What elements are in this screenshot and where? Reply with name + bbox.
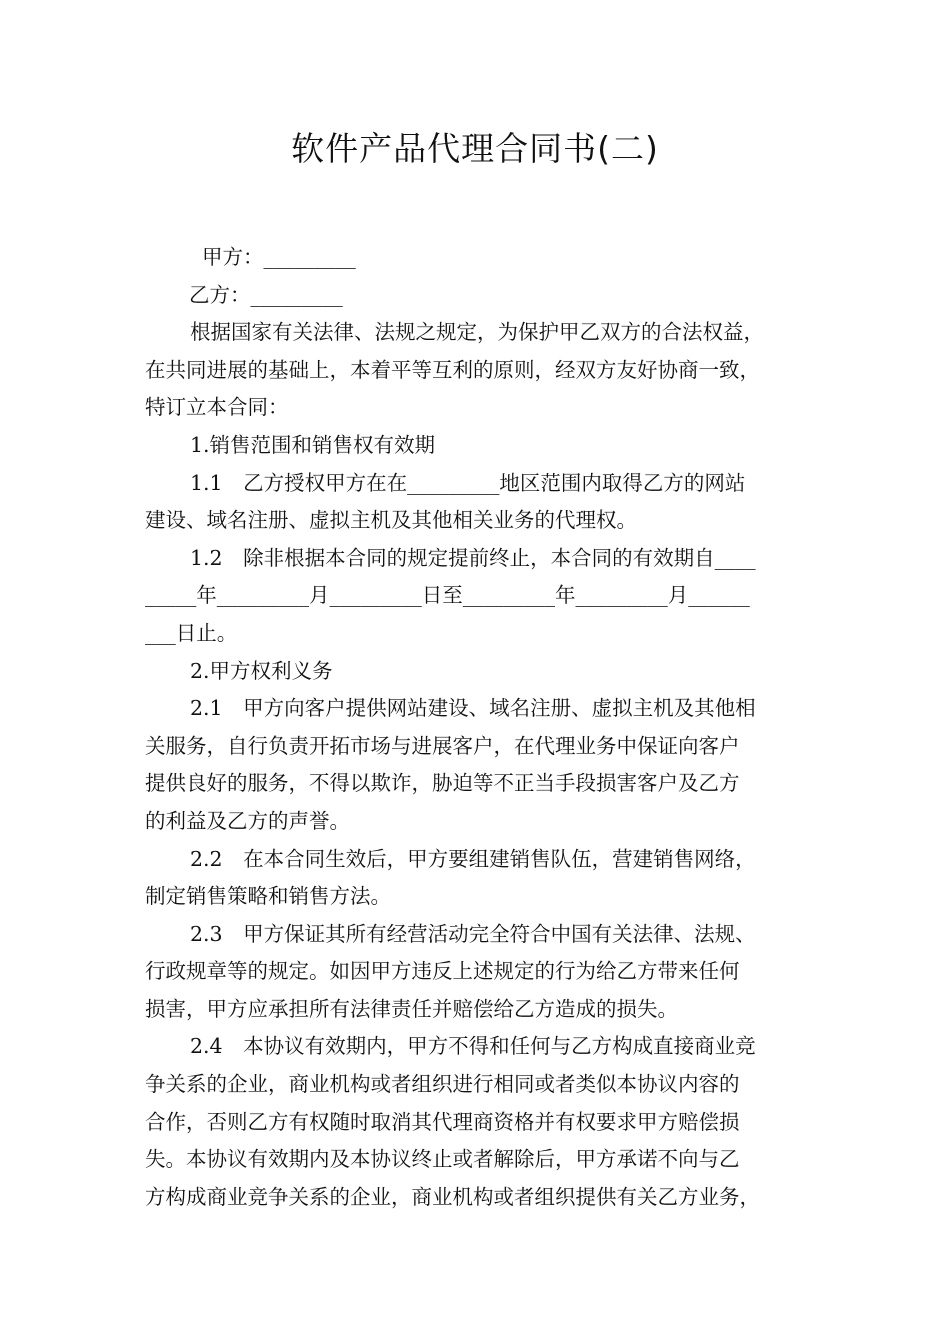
body-line: 建设、域名注册、虚拟主机及其他相关业务的代理权。	[145, 508, 637, 533]
body-line: 行政规章等的规定。如因甲方违反上述规定的行为给乙方带来任何	[145, 959, 740, 984]
body-line: 2.2 在本合同生效后，甲方要组建销售队伍，营建销售网络，	[190, 846, 756, 871]
document-title: 软件产品代理合同书(二)	[291, 129, 659, 168]
body-line: 损害，甲方应承担所有法律责任并赔偿给乙方造成的损失。	[145, 996, 678, 1021]
body-line: 2.3 甲方保证其所有经营活动完全符合中国有关法律、法规、	[190, 921, 756, 946]
body-line: 失。本协议有效期内及本协议终止或者解除后，甲方承诺不向与乙	[145, 1147, 740, 1172]
body-line: 2.4 本协议有效期内，甲方不得和任何与乙方构成直接商业竞	[190, 1034, 756, 1059]
body-line: 争关系的企业，商业机构或者组织进行相同或者类似本协议内容的	[145, 1072, 740, 1097]
body-line: 1.2 除非根据本合同的规定提前终止，本合同的有效期自____	[190, 545, 756, 570]
body-line: 制定销售策略和销售方法。	[145, 884, 391, 909]
body-line: 提供良好的服务，不得以欺诈，胁迫等不正当手段损害客户及乙方	[145, 771, 740, 796]
body-line: 2.甲方权利义务	[190, 658, 333, 683]
body-line: _____年_________月_________日至_________年_________月______	[145, 583, 750, 608]
body-line: 2.1 甲方向客户提供网站建设、域名注册、虚拟主机及其他相	[190, 696, 756, 721]
body-line: 方构成商业竞争关系的企业，商业机构或者组织提供有关乙方业务，	[145, 1184, 760, 1209]
body-line: 的利益及乙方的声誉。	[145, 808, 350, 833]
body-line: 甲方：_________	[202, 245, 356, 269]
body-line: 1.销售范围和销售权有效期	[190, 432, 436, 457]
body-line: 合作，否则乙方有权随时取消其代理商资格并有权要求甲方赔偿损	[145, 1109, 740, 1134]
body-line: 特订立本合同：	[145, 395, 289, 420]
body-line: 根据国家有关法律、法规之规定，为保护甲乙双方的合法权益，	[190, 320, 764, 345]
body-line: ___日止。	[145, 620, 238, 645]
body-line: 关服务，自行负责开拓市场与进展客户，在代理业务中保证向客户	[145, 733, 740, 758]
body-line: 在共同进展的基础上，本着平等互利的原则，经双方友好协商一致，	[145, 357, 760, 382]
body-line: 乙方：_________	[189, 282, 343, 307]
body-line: 1.1 乙方授权甲方在在_________地区范围内取得乙方的网站	[190, 470, 746, 495]
document-body	[145, 239, 825, 1216]
